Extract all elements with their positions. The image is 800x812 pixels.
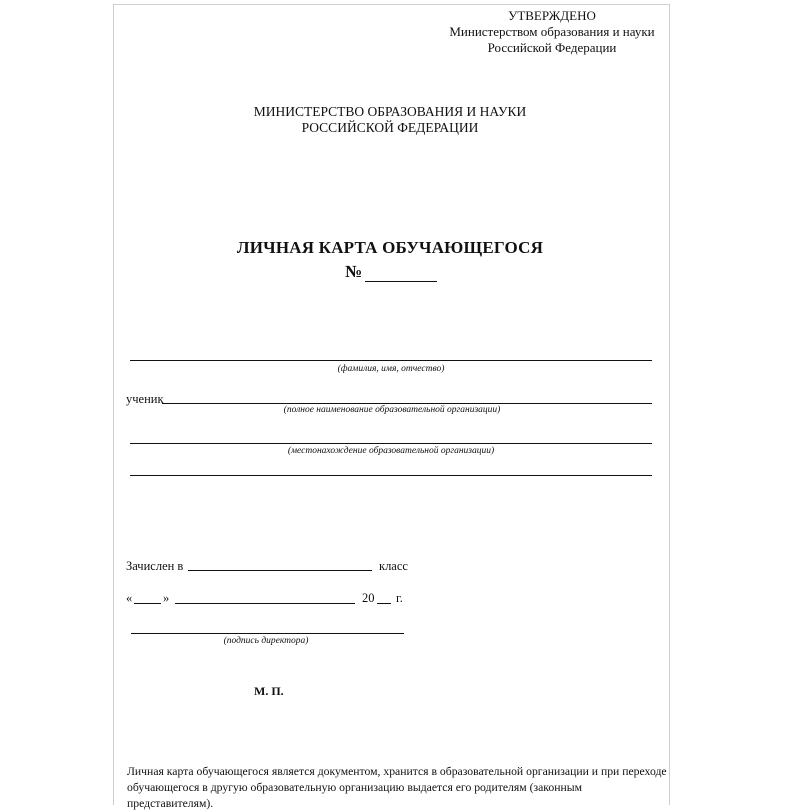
signature-caption: (подпись директора) [223,636,309,646]
ministry-country: РОССИЙСКОЙ ФЕДЕРАЦИИ [301,120,479,135]
seal-place-label: М. П. [254,684,284,698]
number-sign: № [345,262,363,281]
enrolled-class-field[interactable] [188,570,372,571]
ministry-name: МИНИСТЕРСТВО ОБРАЗОВАНИЯ И НАУКИ [253,104,527,119]
location-field[interactable] [130,443,652,444]
date-close-quote: » [163,591,170,605]
approval-heading: УТВЕРЖДЕНО [508,8,596,23]
class-label: класс [379,559,408,573]
enrolled-label: Зачислен в [126,559,184,573]
footer-note-line1: Личная карта обучающегося является документом, хранится в образовательной организации и при переходе [127,765,667,778]
document-title: ЛИЧНАЯ КАРТА ОБУЧАЮЩЕГОСЯ [236,238,544,257]
date-day-field[interactable] [134,603,161,604]
year-suffix: г. [396,591,403,605]
director-signature-field[interactable] [131,633,404,634]
approval-stamp-block [432,8,672,56]
footer-note [127,764,667,812]
organization-caption: (полное наименование образовательной организации) [283,405,501,415]
fio-field[interactable] [130,360,652,361]
location-field-extra[interactable] [130,475,652,476]
date-open-quote: « [126,591,133,605]
year-prefix: 20 [362,591,375,605]
organization-field[interactable] [162,403,652,404]
location-caption: (местонахождение образовательной организации) [287,446,495,456]
date-year-field[interactable] [377,603,391,604]
date-month-field[interactable] [175,603,355,604]
approval-authority: Министерством образования и науки [449,24,655,39]
ministry-header [220,104,560,136]
footer-note-line2: обучающегося в другую образовательную организацию выдается его родителям (законным представителям). [127,781,582,810]
student-label: ученик [126,392,164,406]
number-field[interactable] [365,264,437,282]
fio-caption: (фамилия, имя, отчество) [337,364,445,374]
approval-country: Российской Федерации [487,40,617,55]
document-number [345,262,437,282]
